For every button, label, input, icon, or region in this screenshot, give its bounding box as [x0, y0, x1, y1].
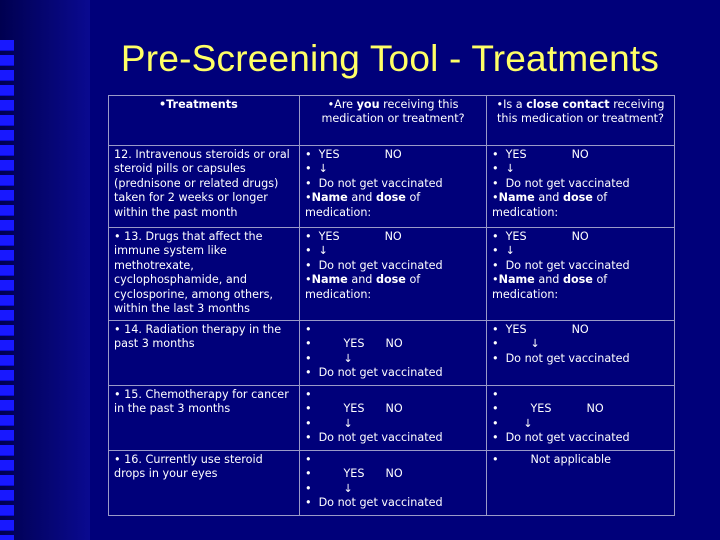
- contact-answer-cell: • Not applicable: [487, 451, 675, 516]
- down-arrow-icon: ↓: [505, 162, 515, 176]
- down-arrow-icon: ↓: [318, 244, 328, 258]
- self-answer-cell: • • YES NO • ↓ • Do not get vaccinated: [300, 451, 487, 516]
- no-option[interactable]: NO: [586, 402, 604, 416]
- self-answer-cell: • YES NO • ↓ • Do not get vaccinated •Name and dose of medication:: [300, 228, 487, 321]
- treatments-table: [108, 95, 675, 516]
- not-applicable-label: Not applicable: [530, 453, 611, 466]
- table-header-row: [109, 96, 675, 146]
- treatment-cell: • 15. Chemotherapy for cancer in the past 3 months: [109, 386, 300, 451]
- yes-option[interactable]: YES: [530, 402, 552, 416]
- table-row: [109, 228, 675, 321]
- down-arrow-icon: ↓: [530, 337, 540, 351]
- yes-option[interactable]: YES: [318, 148, 340, 161]
- header-you-receiving: •Are you receiving this medication or treatment?: [300, 96, 487, 146]
- yes-option[interactable]: YES: [318, 230, 340, 243]
- yes-option[interactable]: YES: [343, 467, 365, 481]
- treatment-cell: • 14. Radiation therapy in the past 3 months: [109, 321, 300, 386]
- contact-answer-cell: • YES NO • ↓ • Do not get vaccinated •Name and dose of medication:: [487, 228, 675, 321]
- yes-option[interactable]: YES: [343, 402, 365, 416]
- self-answer-cell: • • YES NO • ↓ • Do not get vaccinated: [300, 386, 487, 451]
- no-option[interactable]: NO: [384, 148, 402, 161]
- decorative-squares-inner: [0, 40, 14, 540]
- contact-answer-cell: • YES NO • ↓ • Do not get vaccinated •Name and dose of medication:: [487, 146, 675, 228]
- down-arrow-icon: ↓: [343, 351, 353, 365]
- contact-answer-cell: • • YES NO • ↓ • Do not get vaccinated: [487, 386, 675, 451]
- down-arrow-icon: ↓: [505, 244, 515, 258]
- no-option[interactable]: NO: [571, 323, 589, 336]
- self-answer-cell: • YES NO • ↓ • Do not get vaccinated •Name and dose of medication:: [300, 146, 487, 228]
- treatment-cell: 12. Intravenous steroids or oral steroid pills or capsules (prednisone or related drugs) taken for 2 weeks or longer within the past month: [109, 146, 300, 228]
- yes-option[interactable]: YES: [343, 337, 365, 351]
- down-arrow-icon: ↓: [343, 481, 353, 495]
- contact-answer-cell: • YES NO • ↓ • Do not get vaccinated: [487, 321, 675, 386]
- self-answer-cell: • • YES NO • ↓ • Do not get vaccinated: [300, 321, 487, 386]
- treatment-cell: • 16. Currently use steroid drops in your eyes: [109, 451, 300, 516]
- yes-option[interactable]: YES: [505, 323, 527, 336]
- no-option[interactable]: NO: [385, 402, 403, 416]
- no-option[interactable]: NO: [384, 230, 402, 243]
- down-arrow-icon: ↓: [343, 416, 353, 430]
- down-arrow-icon: ↓: [318, 162, 328, 176]
- table-row: [109, 451, 675, 516]
- header-close-contact: •Is a close contact receiving this medication or treatment?: [487, 96, 675, 146]
- down-arrow-icon: ↓: [523, 416, 533, 430]
- yes-option[interactable]: YES: [505, 148, 527, 161]
- page-title: Pre-Screening Tool - Treatments: [120, 38, 660, 79]
- table-row: [109, 146, 675, 228]
- no-option[interactable]: NO: [385, 467, 403, 481]
- table-row: [109, 321, 675, 386]
- header-treatments: •Treatments: [109, 96, 300, 146]
- no-option[interactable]: NO: [385, 337, 403, 351]
- treatment-cell: • 13. Drugs that affect the immune system like methotrexate, cyclophosphamide, and cyclosporine, among others, within the last 3 months: [109, 228, 300, 321]
- no-option[interactable]: NO: [571, 230, 589, 243]
- no-option[interactable]: NO: [571, 148, 589, 161]
- table-row: [109, 386, 675, 451]
- yes-option[interactable]: YES: [505, 230, 527, 243]
